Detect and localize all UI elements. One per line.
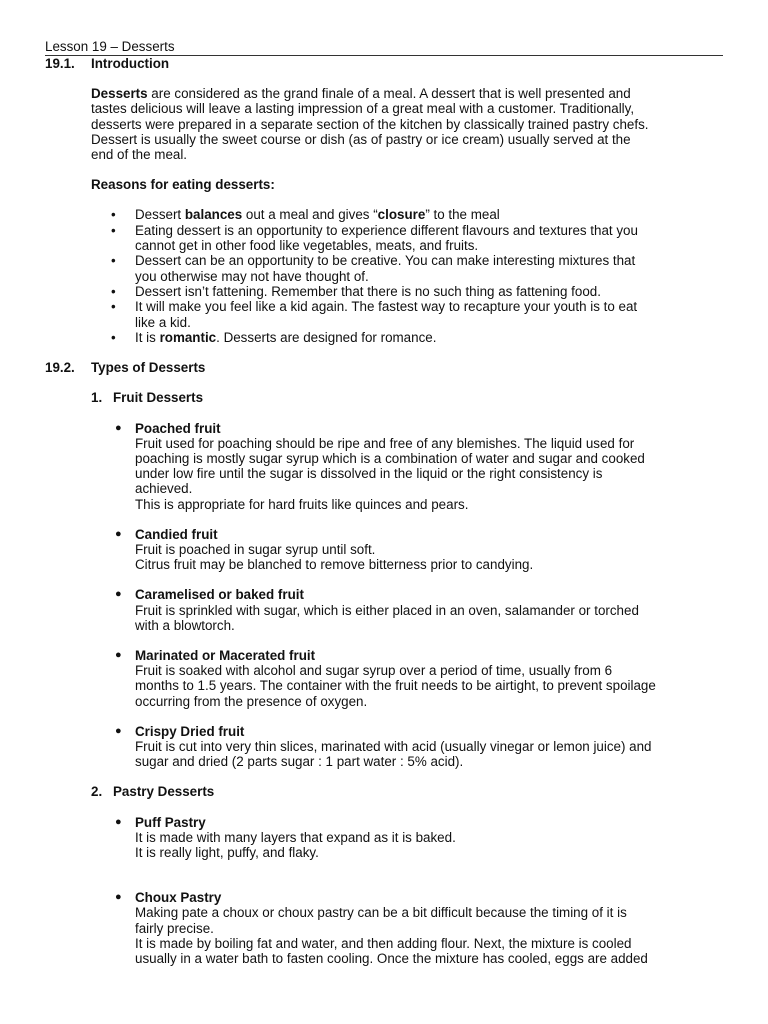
bullet-icon: • [111,253,116,269]
dessert-item [113,890,723,966]
dessert-item [113,724,723,770]
bullet-icon: ● [115,648,122,661]
section-heading-types [45,360,723,375]
dessert-item-text: under low fire until the sugar is dissolved in the liquid or the right consistency is [135,466,603,482]
dessert-item-title: Crispy Dried fruit [135,723,245,739]
dessert-item-text: Fruit is soaked with alcohol and sugar syrup over a period of time, usually from 6 [135,663,613,679]
bullet-icon: • [111,222,116,238]
subheading-fruit-desserts: 1. Fruit Desserts [91,390,204,406]
intro-line: desserts were prepared in a separate section of the kitchen by classically trained pastry chefs. [91,116,649,132]
dessert-item [113,527,723,573]
dessert-item-text: usually in a water bath to fasten cooling. Once the mixture has cooled, eggs are added [135,950,648,966]
intro-line: Dessert is usually the sweet course or dish (as of pastry or ice cream) usually served at the [91,131,631,147]
dessert-item-title: Poached fruit [135,420,221,436]
dessert-item-text: It is really light, puffy, and flaky. [135,844,319,860]
dessert-item-text: It is made by boiling fat and water, and then adding flour. Next, the mixture is cooled [135,935,632,951]
reasons-list [91,207,723,345]
dessert-item-title: Choux Pastry [135,890,222,906]
intro-line: tastes delicious will leave a lasting impression of a great meal with a customer. Traditionally, [91,101,635,117]
document-page [45,40,723,981]
intro-bold-word: Desserts [91,86,148,102]
dessert-item-text: months to 1.5 years. The container with the fruit needs to be airtight, to prevent spoilage [135,678,656,694]
dessert-item-title: Candied fruit [135,526,218,542]
list-item: • It will make you feel like a kid again. The fastest way to recapture your youth is to eat like a kid. [111,299,638,330]
intro-line: are considered as the grand finale of a meal. A dessert that is well presented and [147,86,631,102]
bullet-icon: ● [115,527,122,540]
reasons-heading: Reasons for eating desserts: [91,177,275,193]
bullet-icon: ● [115,815,122,828]
dessert-item-text: achieved. [135,481,193,497]
bullet-icon: ● [115,588,122,601]
list-item: • It is romantic. Desserts are designed for romance. [111,329,437,345]
bullet-icon: ● [115,724,122,737]
dessert-item-title: Caramelised or baked fruit [135,587,304,603]
dessert-item-text: Citrus fruit may be blanched to remove bitterness prior to candying. [135,557,534,573]
dessert-item-text: Making pate a choux or choux pastry can be a bit difficult because the timing of it is [135,905,627,921]
dessert-item [113,587,723,633]
dessert-item-text: poaching is mostly sugar syrup which is a combination of water and sugar and cooked [135,450,645,466]
bullet-icon: • [111,207,116,223]
dessert-item-title: Marinated or Macerated fruit [135,647,316,663]
section-heading-introduction [45,56,723,71]
section-title: Types of Desserts [91,360,206,376]
subheading-pastry-desserts: 2. Pastry Desserts [91,784,215,800]
section-number: 19.2. [45,360,75,376]
dessert-item-text: This is appropriate for hard fruits like quinces and pears. [135,496,469,512]
list-item: • Dessert isn’t fattening. Remember that there is no such thing as fattening food. [111,283,601,299]
bullet-icon: • [111,329,116,345]
list-item: • Dessert balances out a meal and gives “closure” to the meal [111,207,500,223]
dessert-item-text: sugar and dried (2 parts sugar : 1 part water : 5% acid). [135,754,464,770]
page-header: Lesson 19 – Desserts [45,40,723,56]
dessert-item-text: It is made with many layers that expand as it is baked. [135,829,456,845]
dessert-item-text: fairly precise. [135,920,214,936]
bullet-icon: ● [115,421,122,434]
list-item: • Dessert can be an opportunity to be creative. You can make interesting mixtures that you otherwise may not have thought of. [111,253,636,284]
bullet-icon: • [111,299,116,315]
dessert-item [113,421,723,512]
dessert-item-title: Puff Pastry [135,814,206,830]
section-number: 19.1. [45,56,75,71]
list-item: • Eating dessert is an opportunity to experience different flavours and textures that you cannot get in other food like vegetables, meats, and fruits. [111,222,638,254]
bullet-icon: • [111,283,116,299]
dessert-item-text: Fruit is poached in sugar syrup until soft. [135,541,376,557]
fruit-desserts-list [45,421,723,785]
dessert-item-text: Fruit is cut into very thin slices, marinated with acid (usually vinegar or lemon juice) and [135,738,652,754]
section-title: Introduction [91,56,170,71]
pastry-desserts-list [45,815,723,982]
dessert-item [113,648,723,709]
dessert-item-text: with a blowtorch. [135,617,235,633]
dessert-item-text: Fruit used for poaching should be ripe and free of any blemishes. The liquid used for [135,435,635,451]
bullet-icon: ● [115,891,122,904]
intro-line: end of the meal. [91,147,188,163]
dessert-item-text: Fruit is sprinkled with sugar, which is either placed in an oven, salamander or torched [135,602,639,618]
dessert-item [113,815,723,861]
intro-paragraph [91,86,723,162]
dessert-item-text: occurring from the presence of oxygen. [135,693,368,709]
